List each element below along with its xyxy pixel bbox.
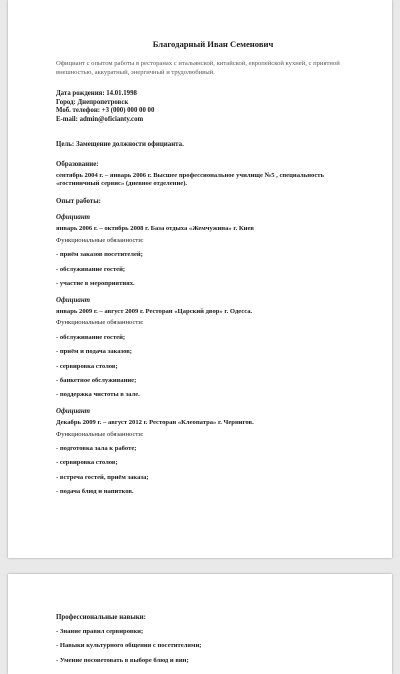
city: Город: Днепропетровск (56, 98, 129, 106)
email: E-mail: admin@oficianty.com (56, 115, 144, 123)
duty-item: - поддержка чистоты в зале. (56, 391, 140, 399)
duty-item: - подготовка зала к работе; (56, 445, 137, 453)
duty-item: - обслуживание гостей; (56, 333, 126, 341)
duties-label: Функциональные обязанности: (56, 430, 144, 438)
duty-item: - приём и подача заказов; (56, 348, 133, 356)
education-line: «гостиничный сервис» (дневное отделение). (56, 180, 188, 188)
job-title: Официант (56, 296, 91, 304)
resume-page-1 (8, 0, 392, 558)
contact-block (56, 90, 370, 124)
duties-label: Функциональные обязанности: (56, 319, 144, 327)
duty-item: - участие в мероприятиях. (56, 280, 135, 288)
experience-heading: Опыт работы: (56, 198, 101, 206)
duty-item: - обслуживание гостей; (56, 265, 126, 273)
job-title: Официант (56, 407, 91, 415)
resume-page-2 (8, 574, 392, 674)
skills-heading: Профессиональные навыки: (56, 614, 146, 621)
duty-item: - подача блюд и напитков. (56, 488, 134, 496)
birth-date: Дата рождения: 14.01.1998 (56, 90, 137, 98)
phone: Моб. телефон: +3 (000) 000 00 00 (56, 107, 155, 115)
job-period: январь 2006 г. – октябрь 2008 г. База отдыха «Жемчужина» г. Киев (56, 225, 254, 233)
job-title: Официант (56, 214, 91, 222)
resume-name: Благодарный Иван Семенович (152, 39, 274, 49)
resume-intro: Официант с опытом работы в ресторанах с итальянской, китайской, европейской кухней, с приятной внешностью, аккуратный, энергичный и трудолюбивый. (56, 60, 340, 76)
duties-label: Функциональные обязанности: (56, 236, 144, 244)
skill-item: - Навыки культурного общения с посетителями; (56, 642, 202, 650)
education-line: сентябрь 2004 г. – январь 2006 г. Высшее профессиональное училище №5 , специальность (56, 171, 324, 179)
job-period: январь 2009 г. – август 2009 г. Ресторан «Царский двор» г. Одесса. (56, 307, 253, 315)
skill-item: - Знание правил сервировки; (56, 628, 144, 635)
goal: Цель: Замещение должности официанта. (56, 140, 184, 148)
duty-item: - приём заказов посетителей; (56, 251, 143, 259)
job-period: Декабрь 2009 г. – август 2012 г. Ресторан «Клеопатра» г. Чернигов. (56, 418, 254, 426)
duty-item: - сервировка столов; (56, 362, 118, 370)
skill-item: - Умение посоветовать в выборе блюд и вин; (56, 656, 189, 664)
education-heading: Образование: (56, 160, 99, 168)
duty-item: - сервировка столов; (56, 459, 118, 467)
duty-item: - встреча гостей, приём заказа; (56, 473, 149, 481)
duty-item: - банкетное обслуживание; (56, 377, 137, 384)
